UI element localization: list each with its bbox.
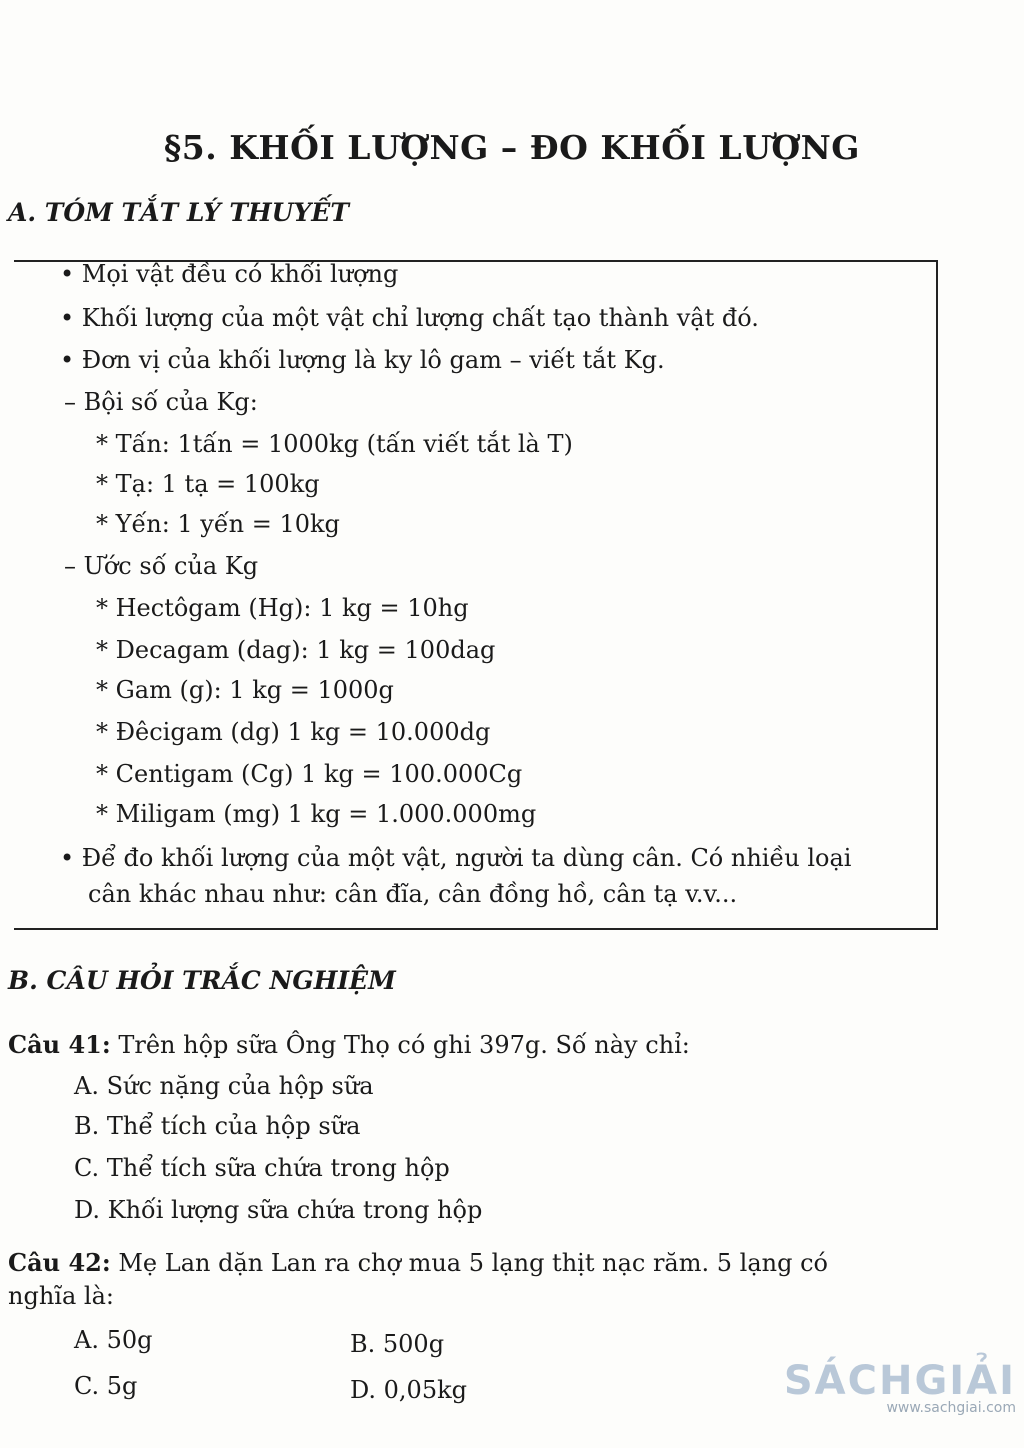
theory-line: * Yến: 1 yến = 10kg <box>96 510 340 538</box>
theory-line: * Decagam (dag): 1 kg = 100dag <box>96 636 496 664</box>
option-c: C. 5g <box>74 1372 138 1400</box>
option-c: C. Thể tích sữa chứa trong hộp <box>74 1154 450 1182</box>
theory-line: cân khác nhau như: cân đĩa, cân đồng hồ, cân tạ v.v... <box>88 880 738 908</box>
question-text: Trên hộp sữa Ông Thọ có ghi 397g. Số này chỉ: <box>118 1031 690 1059</box>
theory-line: * Centigam (Cg) 1 kg = 100.000Cg <box>96 760 523 788</box>
theory-line: • Để đo khối lượng của một vật, người ta dùng cân. Có nhiều loại <box>60 844 852 872</box>
question-41 <box>8 1030 690 1059</box>
question-text: Mẹ Lan dặn Lan ra chợ mua 5 lạng thịt nạc răm. 5 lạng có <box>118 1249 828 1277</box>
watermark-url: www.sachgiai.com <box>886 1400 1016 1416</box>
watermark <box>784 1358 1016 1416</box>
section-a-heading: A. TÓM TẮT LÝ THUYẾT <box>8 198 349 227</box>
theory-line: – Bội số của Kg: <box>64 388 258 416</box>
theory-line: * Tạ: 1 tạ = 100kg <box>96 470 320 498</box>
watermark-logo: SÁCHGIẢI <box>783 1358 1016 1404</box>
theory-line: * Gam (g): 1 kg = 1000g <box>96 676 394 704</box>
question-42 <box>8 1248 828 1277</box>
theory-line: * Miligam (mg) 1 kg = 1.000.000mg <box>96 800 537 828</box>
option-d: D. 0,05kg <box>350 1376 467 1404</box>
theory-line: * Tấn: 1tấn = 1000kg (tấn viết tắt là T) <box>96 430 573 458</box>
question-text-continued: nghĩa là: <box>8 1282 114 1310</box>
option-b: B. 500g <box>350 1330 445 1358</box>
question-label: Câu 41: <box>8 1030 111 1059</box>
question-label: Câu 42: <box>8 1248 111 1277</box>
option-b: B. Thể tích của hộp sữa <box>74 1112 361 1140</box>
theory-line: • Đơn vị của khối lượng là ky lô gam – viết tắt Kg. <box>60 346 665 374</box>
theory-line: – Ước số của Kg <box>64 552 259 580</box>
page-title: §5. KHỐI LƯỢNG – ĐO KHỐI LƯỢNG <box>164 128 860 167</box>
option-a: A. 50g <box>74 1326 153 1354</box>
theory-line: • Khối lượng của một vật chỉ lượng chất tạo thành vật đó. <box>60 304 759 332</box>
theory-line: • Mọi vật đều có khối lượng <box>60 260 399 288</box>
section-b-heading: B. CÂU HỎI TRẮC NGHIỆM <box>8 966 396 995</box>
theory-line: * Hectôgam (Hg): 1 kg = 10hg <box>96 594 469 622</box>
theory-line: * Đêcigam (dg) 1 kg = 10.000dg <box>96 718 491 746</box>
option-d: D. Khối lượng sữa chứa trong hộp <box>74 1196 483 1224</box>
option-a: A. Sức nặng của hộp sữa <box>74 1072 374 1100</box>
